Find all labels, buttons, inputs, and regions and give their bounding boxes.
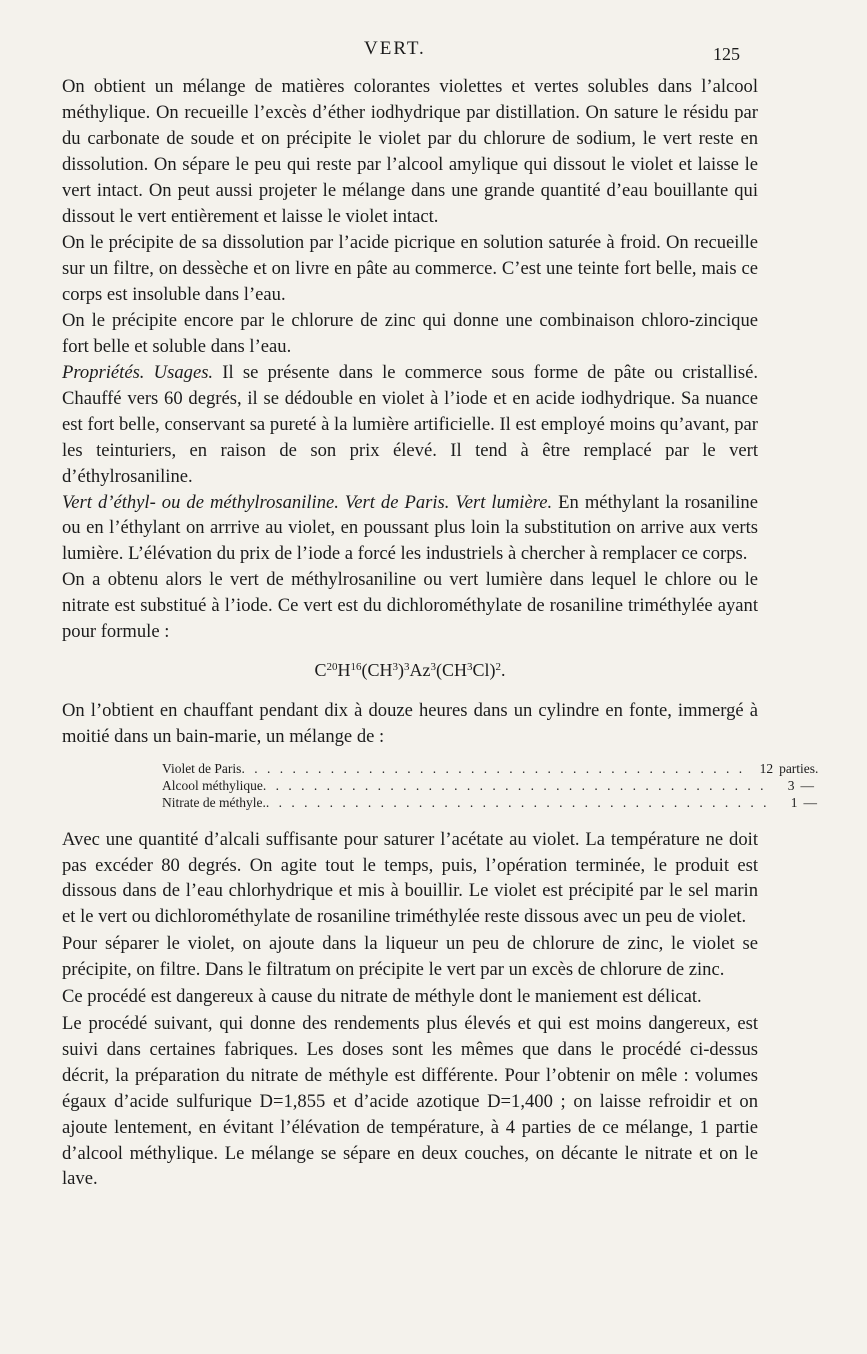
recipe-row (162, 794, 817, 811)
leader-dots: . . . . . . . . . . . . . . . . . . . . . . . . . . . . . . . . . . . . . . . . (241, 760, 746, 776)
recipe-row (162, 777, 814, 794)
paragraph: On le précipite encore par le chlorure de zinc qui donne une combinaison chloro-zincique fort belle et soluble dans l’eau. (62, 310, 758, 358)
leader-dots: . . . . . . . . . . . . . . . . . . . . . . . . . . . . . . . . . . . . . . . . (262, 777, 767, 793)
paragraph: Le procédé suivant, qui donne des rendements plus élevés et qui est moins dangereux, est suivi dans certaines fabriques. Les doses sont les mêmes que dans le procédé ci-dessus décrit, la préparation du nitrate de méthyle est différente. Pour l’obtenir on mêle : volumes égaux d’acide sulfurique D=1,855 et d’acide azotique D=1,400 ; on laisse refroidir et on ajoute lentement, en évitant l’élévation de température, à 4 parties de ce mélange, 1 partie d’alcool méthylique. Le mélange se sépare en deux couches, on décante le nitrate et on le lave. (62, 1013, 758, 1190)
running-title: VERT. (364, 38, 426, 59)
paragraph: On a obtenu alors le vert de méthylrosaniline ou vert lumière dans lequel le chlore ou le nitrate est substitué à l’iode. Ce vert est du dichlorométhylate de rosaniline triméthylée ayant pour formule : (62, 569, 758, 643)
paragraph: Avec une quantité d’alcali suffisante pour saturer l’acétate au violet. La température ne doit pas excéder 80 degrés. On agite tout le temps, puis, l’opération terminée, le produit est dissous dans de l’eau chlorhydrique et mis à bouillir. Le violet est précipité par le sel marin et le vert ou dichlorométhylate de rosaniline triméthylée reste dissous avec un peu de violet. (62, 828, 758, 928)
paragraph: On le précipite de sa dissolution par l’acide picrique en solution saturée à froid. On recueille sur un filtre, on dessèche et on livre en pâte au commerce. C’est une teinte fort belle, mais ce corps est insoluble dans l’eau. (62, 232, 758, 306)
paragraph-text: Il se présente dans le commerce sous forme de pâte ou cristallisé. Chauffé vers 60 degrés, il se dédouble en violet à l’iode et en acide iodhydrique. Sa nuance est fort belle, conservant sa pureté à la lumière artificielle. Il est employé moins qu’avant, par les teinturiers, en raison de son prix élevé. Il tend à être remplacé par le vert d’éthylrosaniline. (62, 361, 758, 487)
recipe-quantity: 3 (787, 777, 795, 793)
page-header (0, 38, 800, 68)
paragraph-proprietes (62, 360, 758, 490)
section-label-vert-ethyl: Vert d’éthyl- ou de méthylrosaniline. Vert de Paris. Vert lumière. (62, 491, 553, 513)
chemical-formula: $C^{20}H^{16}(CH^3)^3Az^3(CH^3Cl)^2$. (314, 659, 506, 680)
paragraph: Pour séparer le violet, on ajoute dans la liqueur un peu de chlorure de zinc, le violet se précipite, on filtre. Dans le filtratum on précipite le vert par un excès de chlorure de zinc. (62, 933, 758, 981)
recipe-quantity: 1 (790, 794, 798, 810)
leader-dots: . . . . . . . . . . . . . . . . . . . . . . . . . . . . . . . . . . . . . . . . (265, 794, 770, 810)
recipe-row (162, 760, 819, 777)
paragraph: Ce procédé est dangereux à cause du nitrate de méthyle dont le maniement est délicat. (62, 986, 702, 1008)
page-body (62, 74, 819, 1192)
recipe-ingredient: Violet de Paris (162, 760, 242, 776)
recipe-unit: — (800, 777, 814, 793)
paragraph: On l’obtient en chauffant pendant dix à douze heures dans un cylindre en fonte, immergé à moitié dans un bain-marie, un mélange de : (62, 699, 758, 747)
recipe-quantity: 12 (759, 760, 774, 776)
section-label-proprietes: Propriétés. Usages. (62, 361, 214, 383)
recipe-unit: — (803, 794, 817, 810)
recipe-ingredient: Alcool méthylique (162, 777, 263, 793)
paragraph: On obtient un mélange de matières colorantes violettes et vertes solubles dans l’alcool méthylique. On recueille l’excès d’éther iodhydrique par distillation. On sature le résidu par du carbonate de soude et on précipite le violet par du chlorure de sodium, le vert reste en dissolution. On sépare le peu qui reste par l’alcool amylique qui dissout le violet et laisse le vert intact. On peut aussi projeter le mélange dans une grande quantité d’eau bouillante qui dissout le vert entièrement et laisse le violet intact. (62, 76, 758, 227)
recipe-table (162, 760, 819, 811)
recipe-ingredient: Nitrate de méthyle. (162, 794, 266, 810)
paragraph-vert-ethyl (62, 490, 758, 568)
paragraph-text: En méthylant la rosaniline ou en l’éthylant on arrrive au violet, en poussant plus loin la substitution on arrive aux verts lumière. L’élévation du prix de l’iode a forcé les industriels à chercher à remplacer ce corps. (62, 491, 758, 565)
page-number: 125 (713, 44, 740, 64)
recipe-unit: parties. (779, 760, 819, 776)
